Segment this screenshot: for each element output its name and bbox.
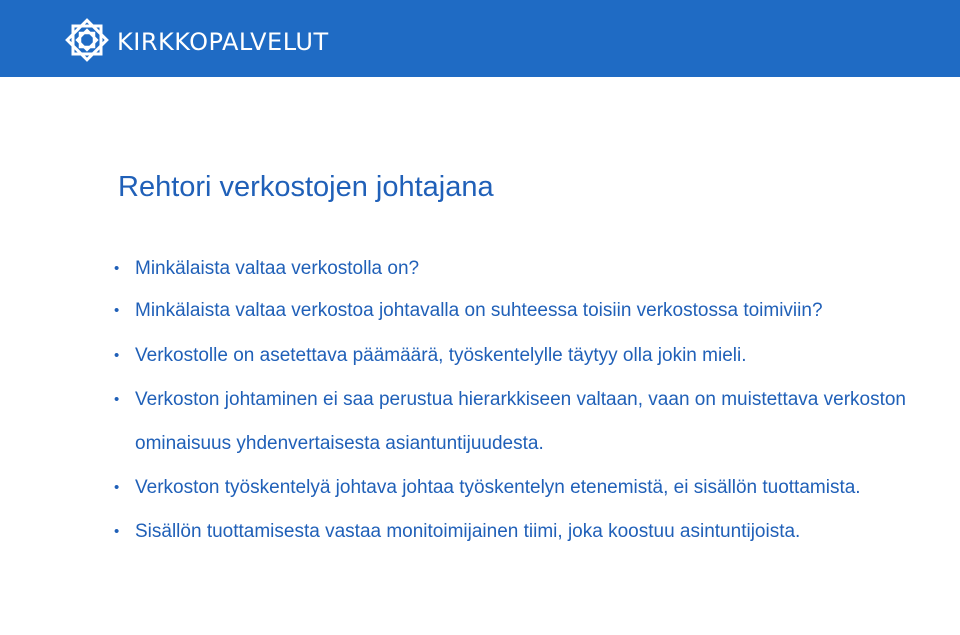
bullet-text: Verkoston työskentelyä johtava johtaa työskentelyn etenemistä, ei sisällön tuottamista. — [135, 477, 861, 498]
bullet-item — [114, 247, 934, 291]
brand-name: KIRKKOPALVELUT — [117, 28, 329, 56]
bullet-icon: • — [114, 479, 120, 496]
kirkkopalvelut-star-logo-icon — [62, 15, 112, 65]
header-bar — [0, 0, 960, 77]
bullet-item — [114, 510, 934, 554]
bullet-item — [114, 378, 934, 466]
bullet-item — [114, 334, 934, 378]
bullet-icon: • — [114, 347, 120, 364]
bullet-text: Verkoston johtaminen ei saa perustua hierarkkiseen valtaan, vaan on muistettava verkoston ominaisuus yhdenvertaisesta asiantuntijuudesta. — [135, 389, 907, 454]
bullet-item — [114, 289, 934, 333]
bullet-list — [114, 247, 934, 554]
bullet-text: Minkälaista valtaa verkostolla on? — [135, 258, 420, 279]
bullet-icon: • — [114, 302, 120, 319]
bullet-icon: • — [114, 260, 120, 277]
bullet-icon: • — [114, 523, 120, 540]
bullet-text: Minkälaista valtaa verkostoa johtavalla on suhteessa toisiin verkostossa toimiviin? — [135, 300, 823, 321]
bullet-text: Sisällön tuottamisesta vastaa monitoimijainen tiimi, joka koostuu asintuntijoista. — [135, 521, 801, 542]
slide-title: Rehtori verkostojen johtajana — [118, 171, 494, 203]
bullet-item — [114, 466, 934, 510]
bullet-text: Verkostolle on asetettava päämäärä, työskentelylle täytyy olla jokin mieli. — [135, 345, 747, 366]
bullet-icon: • — [114, 391, 120, 408]
